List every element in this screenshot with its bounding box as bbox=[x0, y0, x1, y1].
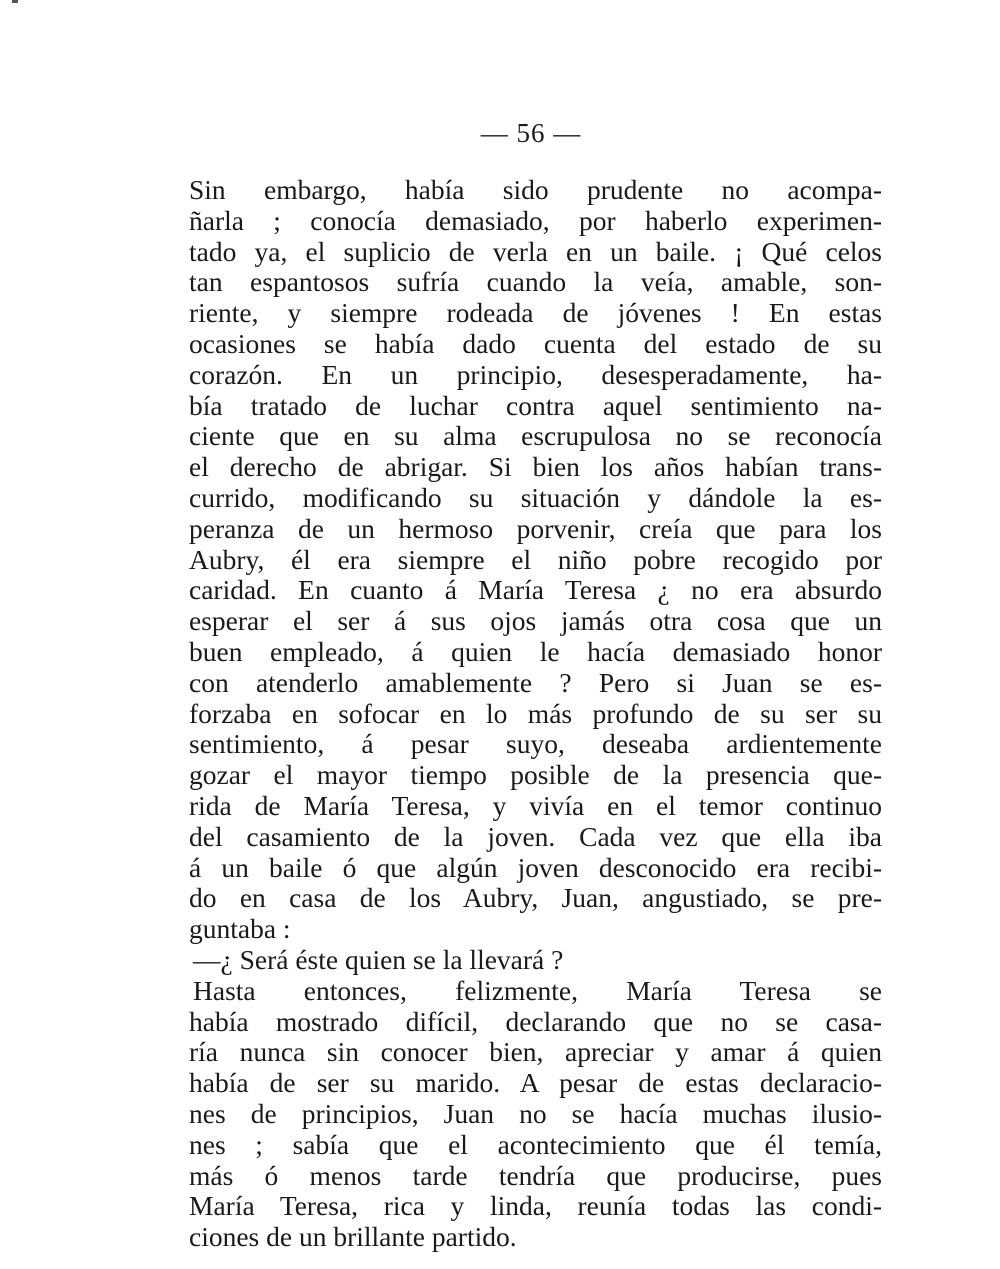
text-line: ocasiones se había dado cuenta del estado de su bbox=[189, 328, 882, 359]
text-line: peranza de un hermoso porvenir, creía que para los bbox=[189, 513, 882, 544]
text-line: ría nunca sin conocer bien, apreciar y amar á quien bbox=[189, 1037, 882, 1068]
text-line: corazón. En un principio, desesperadamente, ha- bbox=[189, 359, 882, 390]
text-line: rida de María Teresa, y vivía en el temor continuo bbox=[189, 790, 882, 821]
page-number: — 56 — bbox=[480, 118, 582, 148]
text-line: gozar el mayor tiempo posible de la presencia que- bbox=[189, 760, 882, 791]
text-line: Aubry, él era siempre el niño pobre recogido por bbox=[189, 544, 882, 575]
text-line: ñarla ; conocía demasiado, por haberlo experimen- bbox=[189, 205, 882, 236]
text-line: había de ser su marido. A pesar de estas declaracio- bbox=[189, 1068, 882, 1099]
text-line: nes ; sabía que el acontecimiento que él temía, bbox=[189, 1129, 882, 1160]
text-line: buen empleado, á quien le hacía demasiado honor bbox=[189, 636, 882, 667]
text-line: ciente que en su alma escrupulosa no se reconocía bbox=[189, 421, 882, 452]
text-line: tado ya, el suplicio de verla en un baile. ¡ Qué celos bbox=[189, 236, 882, 267]
text-line: riente, y siempre rodeada de jóvenes ! En estas bbox=[189, 298, 882, 329]
text-line: tan espantosos sufría cuando la veía, amable, son- bbox=[189, 267, 882, 298]
text-line: esperar el ser á sus ojos jamás otra cosa que un bbox=[189, 606, 882, 637]
text-line: más ó menos tarde tendría que producirse, pues bbox=[189, 1160, 882, 1191]
text-line: bía tratado de luchar contra aquel sentimiento na- bbox=[189, 390, 882, 421]
text-line: el derecho de abrigar. Si bien los años habían trans- bbox=[189, 452, 882, 483]
text-line: había mostrado difícil, declarando que no se casa- bbox=[189, 1006, 882, 1037]
text-line: á un baile ó que algún joven desconocido era recibi- bbox=[189, 852, 882, 883]
text-line: Sin embargo, había sido prudente no acompa- bbox=[189, 175, 882, 205]
text-line: del casamiento de la joven. Cada vez que ella iba bbox=[189, 821, 882, 852]
body-text bbox=[189, 175, 882, 1253]
text-line: nes de principios, Juan no se hacía muchas ilusio- bbox=[189, 1098, 882, 1129]
text-line: currido, modificando su situación y dándole la es- bbox=[189, 482, 882, 513]
text-line: sentimiento, á pesar suyo, deseaba ardientemente bbox=[189, 729, 882, 760]
text-line: Hasta entonces, felizmente, María Teresa se bbox=[193, 975, 882, 1006]
text-line: María Teresa, rica y linda, reunía todas las condi- bbox=[189, 1191, 882, 1222]
dialogue-line: —¿ Será éste quien se la llevará ? bbox=[193, 944, 564, 975]
text-line: caridad. En cuanto á María Teresa ¿ no era absurdo bbox=[189, 575, 882, 606]
scan-mark bbox=[12, 0, 18, 3]
text-line: forzaba en sofocar en lo más profundo de su ser su bbox=[189, 698, 882, 729]
text-line: con atenderlo amablemente ? Pero si Juan se es- bbox=[189, 667, 882, 698]
text-line: do en casa de los Aubry, Juan, angustiado, se pre- bbox=[189, 883, 882, 914]
text-line: guntaba : bbox=[189, 914, 291, 945]
text-line: ciones de un brillante partido. bbox=[189, 1222, 517, 1253]
